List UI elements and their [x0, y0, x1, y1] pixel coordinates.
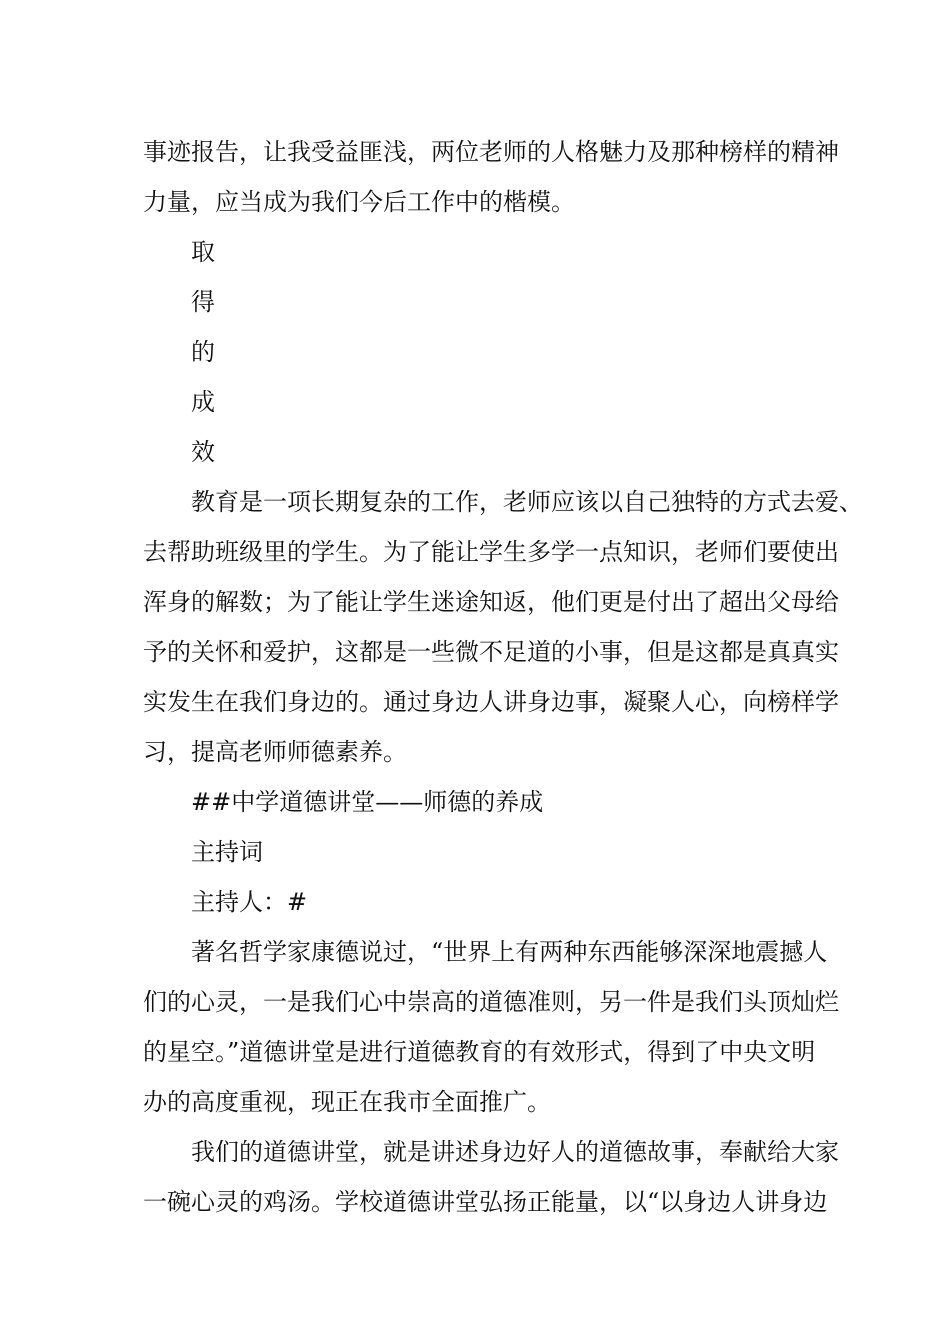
- text-line: 的星空。”道德讲堂是进行道德教育的有效形式，得到了中央文明: [143, 1038, 816, 1066]
- section-heading: ##中学道德讲堂——师德的养成: [191, 788, 544, 816]
- text-line: 实发生在我们身边的。通过身边人讲身边事，凝聚人心，向榜样学: [143, 688, 839, 716]
- text-line: 们的心灵，一是我们心中崇高的道德准则，另一件是我们头顶灿烂: [143, 988, 839, 1016]
- text-line: 成: [191, 388, 215, 416]
- paragraph-start-line: 我们的道德讲堂，就是讲述身边好人的道德故事，奉献给大家: [191, 1138, 839, 1166]
- subheading-line: 主持词: [191, 838, 263, 866]
- text-line: 一碗心灵的鸡汤。学校道德讲堂弘扬正能量，以“以身边人讲身边: [143, 1188, 828, 1216]
- paragraph-start-line: 著名哲学家康德说过，“世界上有两种东西能够深深地震撼人: [191, 938, 828, 966]
- text-line: 事迹报告，让我受益匪浅，两位老师的人格魅力及那种榜样的精神: [143, 138, 839, 166]
- text-line: 予的关怀和爱护，这都是一些微不足道的小事，但是这都是真真实: [143, 638, 839, 666]
- text-line: 去帮助班级里的学生。为了能让学生多学一点知识，老师们要使出: [143, 538, 839, 566]
- text-line: 取: [191, 238, 215, 266]
- text-line: 得: [191, 288, 215, 316]
- text-line: 习，提高老师师德素养。: [143, 738, 407, 766]
- text-line: 办的高度重视，现正在我市全面推广。: [143, 1088, 551, 1116]
- text-line: 的: [191, 338, 215, 366]
- paragraph-start-line: 教育是一项长期复杂的工作，老师应该以自己独特的方式去爱、: [191, 488, 863, 516]
- text-line: 效: [191, 438, 215, 466]
- document-body: [143, 127, 863, 1227]
- text-line: 浑身的解数；为了能让学生迷途知返，他们更是付出了超出父母给: [143, 588, 839, 616]
- host-line: 主持人：#: [191, 888, 308, 916]
- text-line: 力量，应当成为我们今后工作中的楷模。: [143, 188, 575, 216]
